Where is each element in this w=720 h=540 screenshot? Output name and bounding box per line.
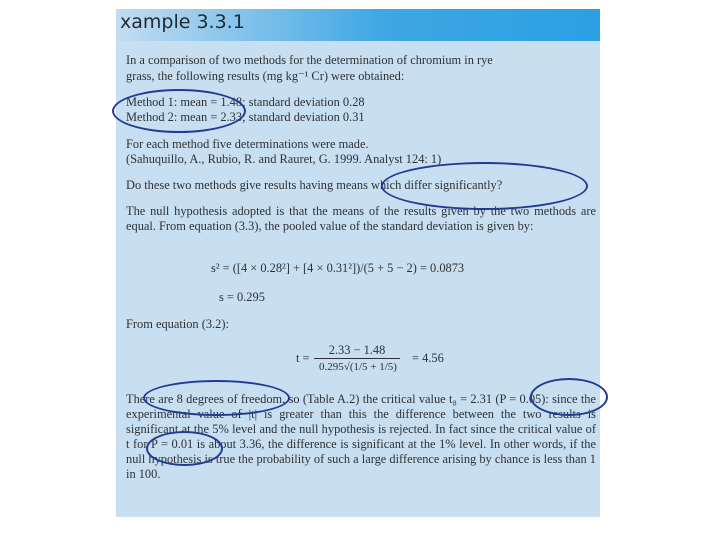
conclusion-paragraph: There are 8 degrees of freedom, so (Table A.2) the critical value t₈ = 2.31 (P = 0.05): since the experimental value of |t| is greater than this the difference between the two results is significant at the 5% level and the null hypothesis is rejected. In fact since the critical value of t for P = 0.01 is about 3.36, the difference is significant at the 1% level. In other words, if the null hypothesis is true the probability of such a large difference arising by chance is less than 1 in 100.	[126, 392, 596, 481]
t-numerator: 2.33 − 1.48	[314, 343, 400, 359]
pooled-variance-equation: s² = ([4 × 0.28²] + [4 × 0.31²])/(5 + 5 − 2) = 0.0873	[211, 261, 465, 275]
annotation-circle-rejected	[146, 431, 223, 466]
intro-line-1: In a comparison of two methods for the determination of chromium in rye	[126, 53, 493, 67]
annotation-circle-methods	[112, 89, 246, 133]
method-1-line: Method 1: mean = 1.48; standard deviation 0.28	[126, 95, 365, 109]
annotation-circle-degrees	[143, 380, 290, 416]
example-title: xample 3.3.1	[120, 11, 245, 33]
pooled-sd-equation: s = 0.295	[219, 290, 265, 304]
t-denominator: 0.295√(1/5 + 1/5)	[319, 361, 397, 373]
citation-line: (Sahuquillo, A., Rubio, R. and Rauret, G. 1999. Analyst 124: 1)	[126, 152, 442, 166]
question-line: Do these two methods give results having means which differ significantly?	[126, 178, 503, 192]
t-result: = 4.56	[412, 351, 444, 365]
example-header	[116, 9, 600, 41]
from-equation-line: From equation (3.2):	[126, 317, 229, 331]
determinations-line: For each method five determinations were made.	[126, 137, 369, 151]
null-hypothesis-paragraph: The null hypothesis adopted is that the means of the results given by the two methods are equal. From equation (3.3), the pooled value of the standard deviation is given by:	[126, 204, 596, 233]
method-2-line: Method 2: mean = 2.33; standard deviation 0.31	[126, 110, 365, 124]
annotation-circle-means	[381, 162, 588, 210]
t-lhs: t =	[296, 351, 310, 365]
intro-line-2: grass, the following results (mg kg⁻¹ Cr) were obtained:	[126, 69, 405, 83]
annotation-circle-critical	[530, 378, 608, 416]
